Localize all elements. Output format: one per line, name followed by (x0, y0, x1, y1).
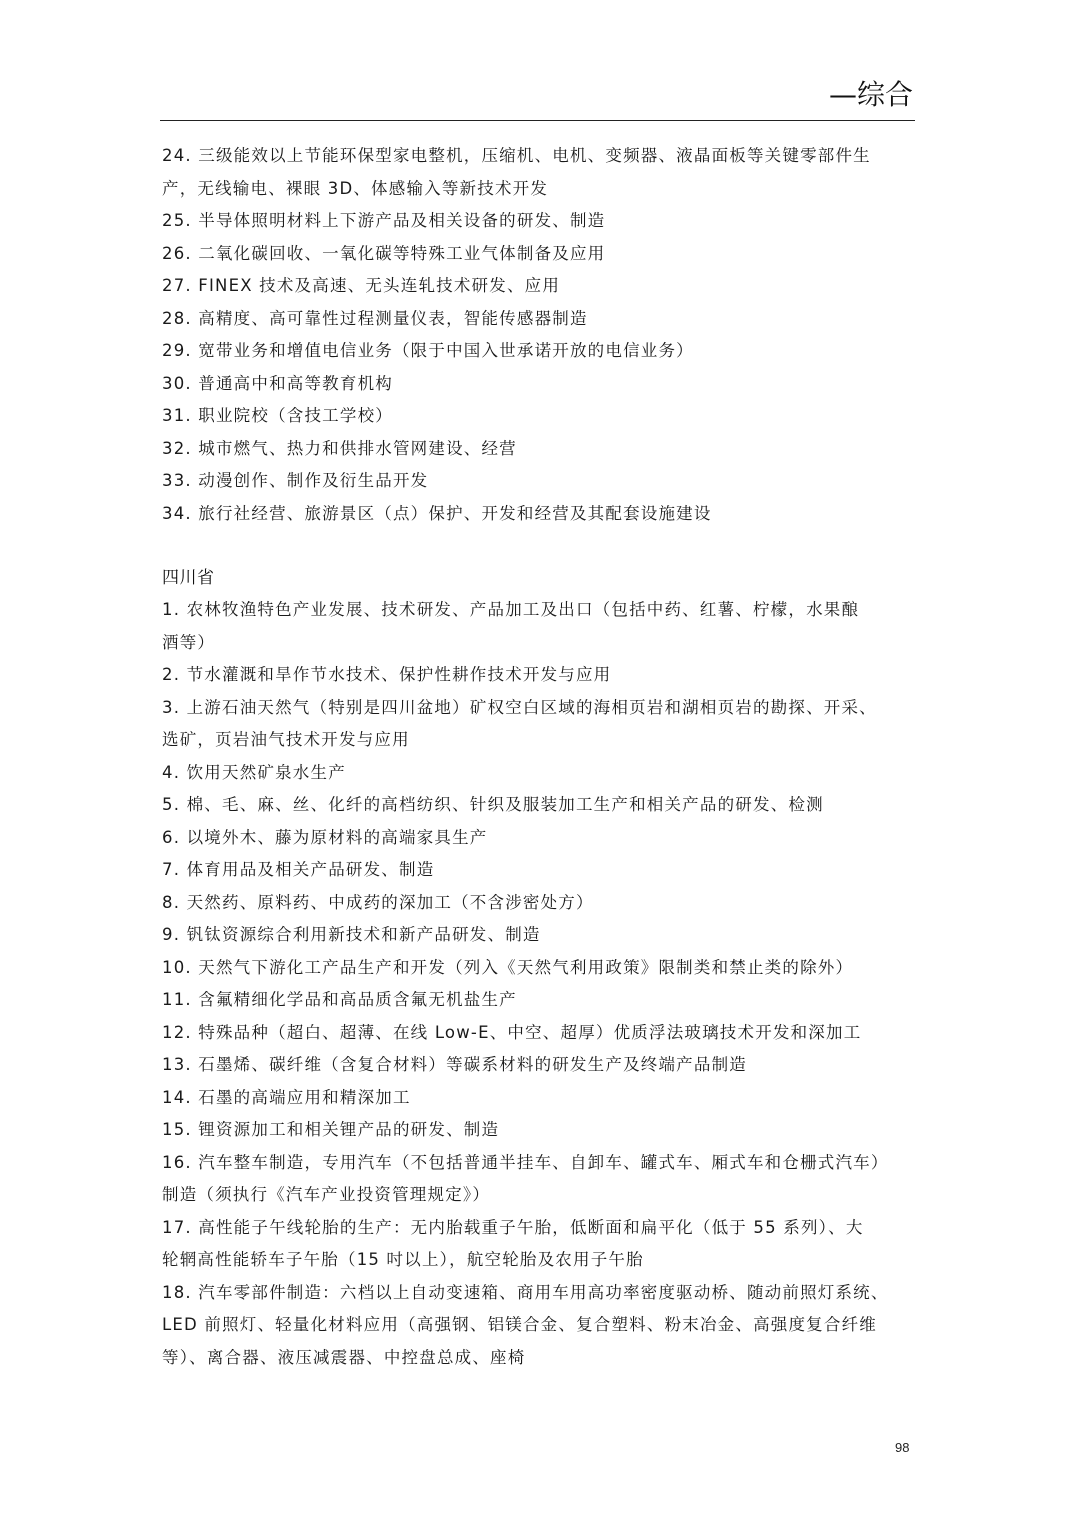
section-spacer (162, 530, 914, 562)
list-item: 29. 宽带业务和增值电信业务（限于中国入世承诺开放的电信业务） (162, 341, 694, 360)
list-item: 11. 含氟精细化学品和高品质含氟无机盐生产 (162, 990, 517, 1009)
list-item: 34. 旅行社经营、旅游景区（点）保护、开发和经营及其配套设施建设 (162, 503, 712, 523)
list-item: 14. 石墨的高端应用和精深加工 (162, 1087, 411, 1107)
list-item: 13. 石墨烯、碳纤维（含复合材料）等碳系材料的研发生产及终端产品制造 (162, 1055, 747, 1074)
list-item: 33. 动漫创作、制作及衍生品开发 (162, 471, 429, 490)
page-number: 98 (895, 1440, 910, 1455)
list-item: 轮辋高性能轿车子午胎（15 吋以上），航空轮胎及农用子午胎 (162, 1250, 644, 1269)
list-item: 等）、离合器、液压减震器、中控盘总成、座椅 (162, 1347, 526, 1367)
list-item: 5. 棉、毛、麻、丝、化纤的高档纺织、针织及服装加工生产和相关产品的研发、检测 (162, 795, 824, 814)
header-title: —综合 (828, 78, 913, 111)
document-body (162, 140, 914, 1374)
section-list-continued (162, 140, 914, 530)
page-header (160, 74, 915, 121)
list-item: 31. 职业院校（含技工学校） (162, 406, 393, 425)
section-sichuan (162, 562, 914, 1374)
list-item: 8. 天然药、原料药、中成药的深加工（不含涉密处方） (162, 892, 594, 912)
list-item: 1. 农林牧渔特色产业发展、技术研发、产品加工及出口（包括中药、红薯、柠檬，水果酿 (162, 600, 860, 619)
list-item: 30. 普通高中和高等教育机构 (162, 373, 393, 393)
list-item: 25. 半导体照明材料上下游产品及相关设备的研发、制造 (162, 211, 606, 230)
list-item: 16. 汽车整车制造，专用汽车（不包括普通半挂车、自卸车、罐式车、厢式车和仓栅式汽车） (162, 1152, 889, 1172)
list-item: 6. 以境外木、藤为原材料的高端家具生产 (162, 827, 488, 847)
list-item: 9. 钒钛资源综合利用新技术和新产品研发、制造 (162, 925, 541, 944)
list-item: 12. 特殊品种（超白、超薄、在线 Low-E、中空、超厚）优质浮法玻璃技术开发和深加工 (162, 1022, 862, 1042)
list-item: 18. 汽车零部件制造：六档以上自动变速箱、商用车用高功率密度驱动桥、随动前照灯系统、 (162, 1282, 889, 1302)
list-item: 4. 饮用天然矿泉水生产 (162, 762, 346, 782)
list-item: 28. 高精度、高可靠性过程测量仪表，智能传感器制造 (162, 308, 588, 328)
list-item: 32. 城市燃气、热力和供排水管网建设、经营 (162, 438, 517, 458)
list-item: 10. 天然气下游化工产品生产和开发（列入《天然气利用政策》限制类和禁止类的除外） (162, 957, 854, 977)
list-item: 3. 上游石油天然气（特别是四川盆地）矿权空白区域的海相页岩和湖相页岩的勘探、开采、 (162, 697, 877, 717)
list-item: LED 前照灯、轻量化材料应用（高强钢、铝镁合金、复合塑料、粉末冶金、高强度复合纤维 (162, 1315, 877, 1334)
list-item: 7. 体育用品及相关产品研发、制造 (162, 860, 435, 879)
list-item: 制造（须执行《汽车产业投资管理规定》） (162, 1185, 491, 1204)
list-item: 2. 节水灌溉和旱作节水技术、保护性耕作技术开发与应用 (162, 665, 612, 684)
list-item: 24. 三级能效以上节能环保型家电整机，压缩机、电机、变频器、液晶面板等关键零部件生 (162, 146, 871, 165)
list-item: 27. FINEX 技术及高速、无头连轧技术研发、应用 (162, 276, 561, 295)
section-title: 四川省 (162, 568, 215, 588)
list-item: 选矿，页岩油气技术开发与应用 (162, 730, 410, 749)
list-item: 17. 高性能子午线轮胎的生产：无内胎载重子午胎，低断面和扁平化（低于 55 系列）、大 (162, 1217, 864, 1237)
list-item: 26. 二氧化碳回收、一氧化碳等特殊工业气体制备及应用 (162, 243, 606, 263)
list-item: 产，无线输电、裸眼 3D、体感输入等新技术开发 (162, 178, 549, 198)
list-item: 酒等） (162, 632, 216, 652)
list-item: 15. 锂资源加工和相关锂产品的研发、制造 (162, 1120, 500, 1139)
